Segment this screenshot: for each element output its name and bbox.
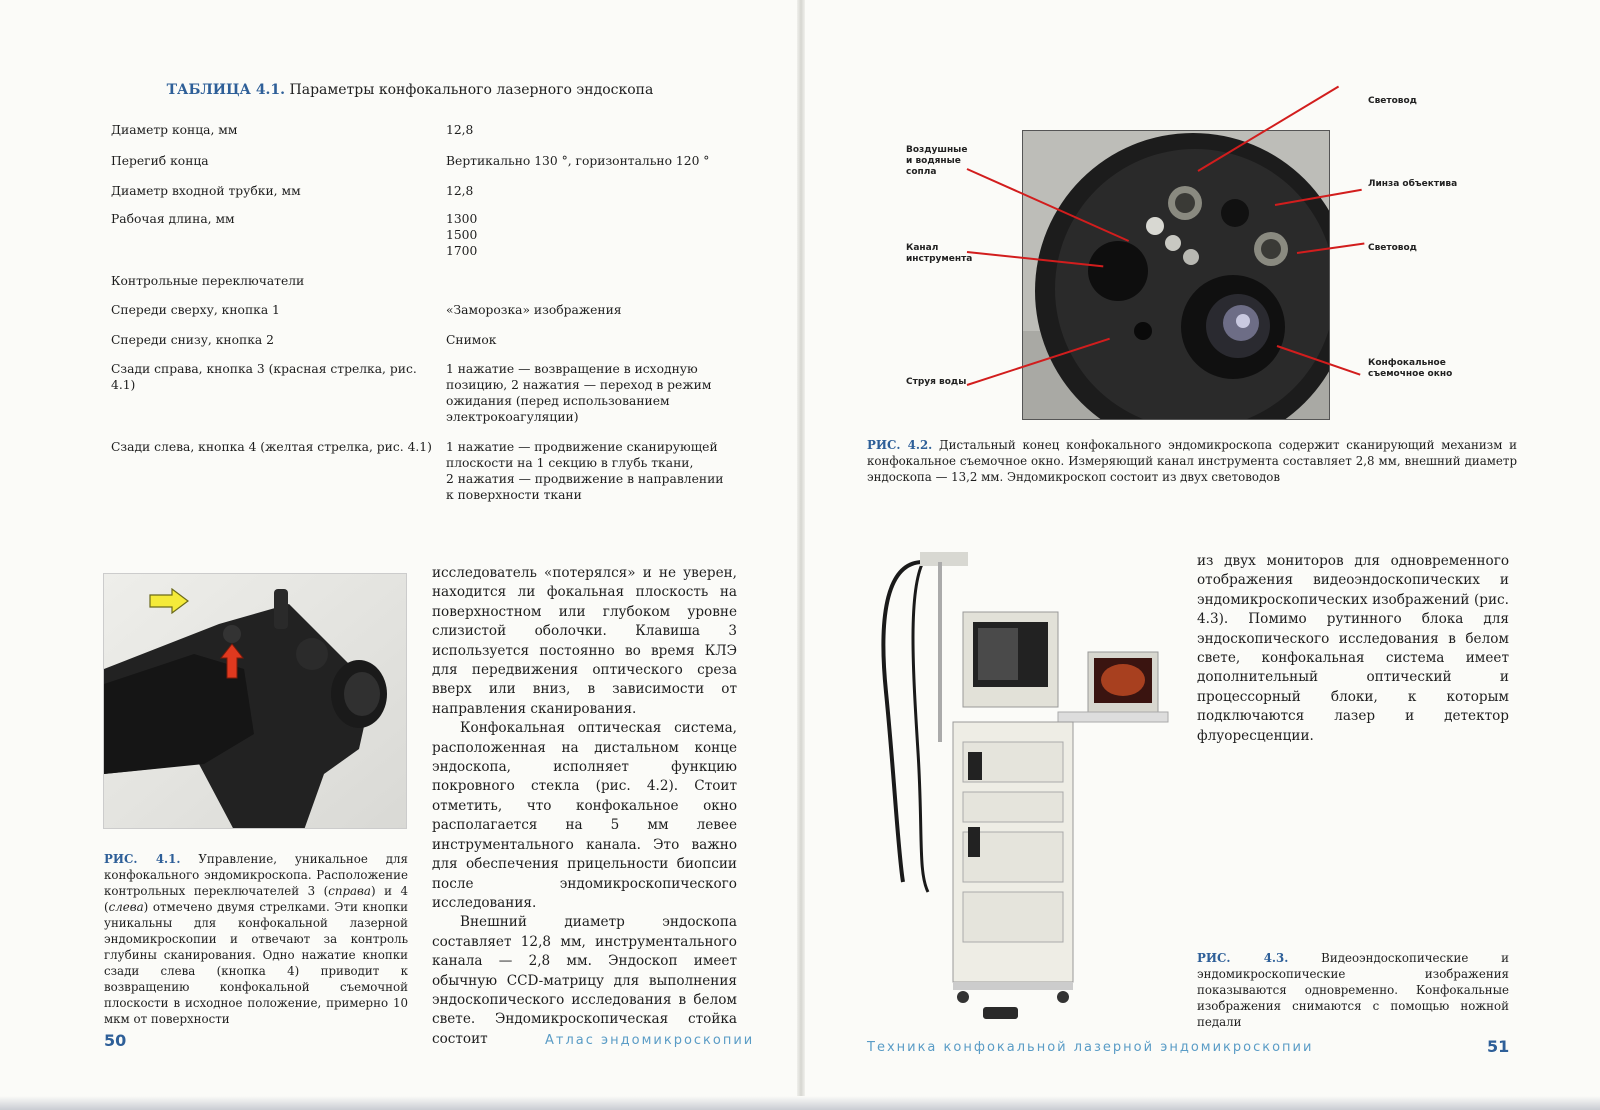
fig42-label: РИС. 4.2.: [867, 438, 933, 452]
callout-water-jet: Струя воды: [906, 377, 967, 387]
table-value: 1 нажатие — возвращение в исходную позицию, 2 нажатия — переход в режим ожидания (перед использованием электрокоагуляции): [446, 362, 712, 424]
left-body-text: [432, 564, 737, 1049]
table-value: «Заморозка» изображения: [446, 303, 622, 317]
fig43-photo: [868, 552, 1178, 1022]
table-title-text: Параметры конфокального лазерного эндоскопа: [289, 82, 654, 98]
table-title: [110, 82, 710, 98]
table-param: Контрольные переключатели: [111, 274, 305, 288]
fig42-caption-text: Дистальный конец конфокального эндомикроскопа содержит сканирующий механизм и конфокальное съемочное окно. Измеряющий канал инструмента составляет 2,8 мм, внешний диаметр эндоскопа — 13,2 мм. Эндомикроскоп состоит из двух световодов: [867, 438, 1517, 484]
yellow-arrow-icon: [148, 588, 190, 614]
fig41-photo: [103, 573, 407, 829]
table-param: Перегиб конца: [111, 154, 209, 168]
left-page-number: 50: [104, 1031, 127, 1050]
right-body-text: [1197, 552, 1509, 746]
table-value: 12,8: [446, 184, 474, 198]
table-value: Вертикально 130 °, горизонтально 120 °: [446, 154, 710, 168]
fig42-caption: [867, 437, 1517, 485]
right-page-number: 51: [1487, 1037, 1510, 1056]
table-value: 1 нажатие — продвижение сканирующей плоскости на 1 секцию в глубь ткани, 2 нажатия — продвижение в направлении к поверхности ткани: [446, 440, 724, 502]
table-param: Рабочая длина, мм: [111, 212, 235, 226]
fig41-caption-italic: слева: [108, 900, 144, 914]
endomicroscopy-cart-illustration: [868, 552, 1178, 1022]
table-param: Сзади слева, кнопка 4 (желтая стрелка, рис. 4.1): [111, 440, 432, 454]
callout-confocal-window: Конфокальное съемочное окно: [1368, 358, 1453, 379]
right-running-head: Техника конфокальной лазерной эндомикроскопии: [867, 1040, 1314, 1055]
table-param: Диаметр конца, мм: [111, 123, 238, 137]
fig41-caption-text: Управление, уникальное для конфокального эндомикроскопа. Расположение контрольных переключателей 3 (: [104, 852, 408, 898]
table-param: Спереди снизу, кнопка 2: [111, 333, 274, 347]
table-value: Снимок: [446, 333, 497, 347]
body-paragraph: исследователь «потерялся» и не уверен, находится ли фокальная плоскость на поверхностном или глубоком уровне слизистой оболочки. Клавиша 3 используется постоянно во время КЛЭ для передвижения оптического среза вверх или вниз, в зависимости от направления сканирования.: [432, 565, 737, 717]
fig43-caption-text: Видеоэндоскопические и эндомикроскопические изображения показываются одновременно. Конфокальные изображения снимаются с помощью ножной педали: [1197, 951, 1509, 1029]
callout-svetovod-right: Световод: [1368, 243, 1417, 253]
callout-air-water: Воздушные и водяные сопла: [906, 145, 968, 177]
fig41-caption: [104, 851, 408, 1027]
callout-channel: Канал инструмента: [906, 243, 973, 264]
table-value: 12,8: [446, 123, 474, 137]
fig41-caption-text: ) отмечено двумя стрелками. Эти кнопки уникальны для конфокальной лазерной эндомикроскопии и отвечают за контроль глубины сканирования. Одно нажатие кнопки сзади слева (кнопка 4) приводит к возвращению конфокальной съемочной плоскости в исходное положение, примерно 10 мкм от поверхности: [104, 900, 408, 1026]
red-arrow-icon: [219, 642, 245, 680]
table-value: 1300 1500 1700: [446, 212, 478, 258]
body-paragraph: Конфокальная оптическая система, расположенная на дистальном конце эндоскопа, исполняет функцию покровного стекла (рис. 4.2). Стоит отметить, что конфокальное окно располагается на 5 мм левее инструментального канала. Это важно для обеспечения прицельности биопсии после эндомикроскопического исследования.: [432, 720, 737, 911]
page-bottom-edge: [0, 1096, 1600, 1110]
left-running-head: Атлас эндомикроскопии: [545, 1033, 755, 1048]
body-paragraph: Внешний диаметр эндоскопа составляет 12,8 мм, инструментального канала — 2,8 мм. Эндоскоп имеет обычную CCD-матрицу для выполнения эндоскопического исследования в белом свете. Эндомикроскопическая стойка состоит: [432, 914, 737, 1047]
fig41-caption-italic: справа: [328, 884, 371, 898]
table-param: Спереди сверху, кнопка 1: [111, 303, 280, 317]
callout-lens: Линза объектива: [1368, 179, 1458, 189]
table-label: ТАБЛИЦА 4.1.: [166, 82, 286, 98]
endoscope-distal-tip-illustration: [1023, 131, 1330, 420]
table-param: Сзади справа, кнопка 3 (красная стрелка, рис. 4.1): [111, 362, 417, 392]
fig41-label: РИС. 4.1.: [104, 852, 181, 866]
fig41-caption-text: ) и 4 (: [104, 884, 408, 914]
fig43-caption: [1197, 950, 1509, 1030]
table-param: Диаметр входной трубки, мм: [111, 184, 301, 198]
fig42-photo: [1022, 130, 1330, 420]
body-paragraph: из двух мониторов для одновременного отображения видеоэндоскопических и эндомикроскопических изображений (рис. 4.3). Помимо рутинного блока для эндоскопического исследования в белом свете, конфокальная система имеет дополнительный оптический и процессорный блоки, к которым подключаются лазер и детектор флуоресценции.: [1197, 553, 1509, 744]
fig43-label: РИС. 4.3.: [1197, 951, 1289, 965]
callout-svetovod-top: Световод: [1368, 96, 1417, 106]
book-gutter: [797, 0, 805, 1110]
